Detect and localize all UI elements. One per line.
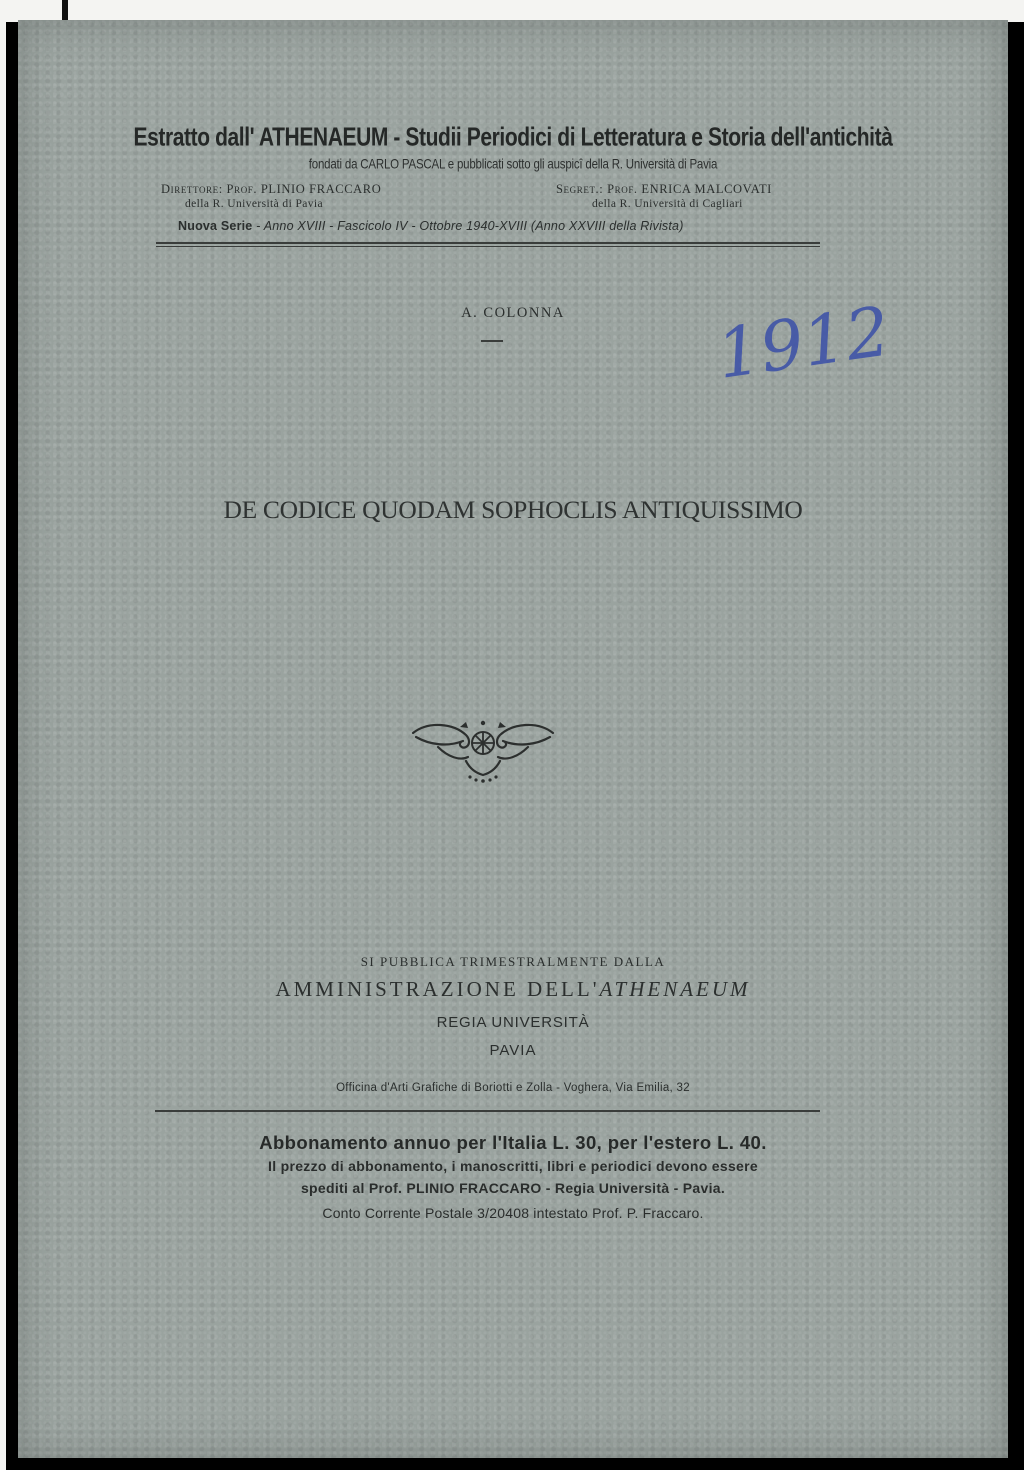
header-rule-top	[156, 242, 820, 244]
series-label: Nuova Serie	[178, 219, 253, 233]
subscription-line-2: Il prezzo di abbonamento, i manoscritti, libri e periodici devono essere	[268, 1158, 758, 1174]
series-detail: - Anno XVIII - Fascicolo IV - Ottobre 1940-XVIII (Anno XXVIII della Rivista)	[256, 219, 684, 233]
publication-line-2	[18, 977, 1008, 1002]
scanner-edge-top	[0, 0, 1024, 22]
secretary-line: Segret.: Prof. ENRICA MALCOVATI	[556, 182, 772, 196]
printer-ornament-icon	[408, 717, 558, 789]
publication-line-3: REGIA UNIVERSITÀ	[436, 1014, 590, 1031]
subscription-line-4: Conto Corrente Postale 3/20408 intestato Prof. P. Fraccaro.	[322, 1205, 704, 1221]
header-rule-bottom	[156, 246, 820, 247]
booklet-cover	[18, 20, 1008, 1458]
handwritten-number-text: 1912	[712, 292, 895, 395]
subscription-line-3: spediti al Prof. PLINIO FRACCARO - Regia Università - Pavia.	[300, 1180, 726, 1196]
director-line: Direttore: Prof. PLINIO FRACCARO	[161, 182, 382, 196]
handwritten-number	[708, 292, 908, 402]
publication-journal: ATHENAEUM	[599, 977, 751, 1001]
scanner-mark	[62, 0, 68, 22]
subscription-headline: Abbonamento annuo per l'Italia L. 30, per l'estero L. 40.	[259, 1132, 767, 1153]
author-dash	[481, 340, 503, 342]
series-info	[178, 219, 684, 233]
subscription-rule	[155, 1110, 820, 1112]
author-name: A. COLONNA	[461, 305, 565, 321]
publication-admin: AMMINISTRAZIONE DELL'	[275, 977, 600, 1001]
scanner-edge-left	[0, 0, 6, 1470]
printer-imprint: Officina d'Arti Grafiche di Boriotti e Zolla - Voghera, Via Emilia, 32	[336, 1082, 690, 1094]
journal-header-subtitle: fondati da CARLO PASCAL e pubblicati sotto gli auspicî della R. Università di Pavia	[308, 157, 718, 173]
secretary-affiliation: della R. Università di Cagliari	[592, 198, 743, 210]
article-title: DE CODICE QUODAM SOPHOCLIS ANTIQUISSIMO	[223, 495, 803, 524]
journal-header-title: Estratto dall' ATHENAEUM - Studii Periodici di Letteratura e Storia dell'antichità	[133, 123, 893, 152]
publication-line-4: PAVIA	[489, 1042, 537, 1059]
director-affiliation: della R. Università di Pavia	[185, 198, 323, 210]
publication-line-1: SI PUBBLICA TRIMESTRALMENTE DALLA	[360, 954, 666, 969]
